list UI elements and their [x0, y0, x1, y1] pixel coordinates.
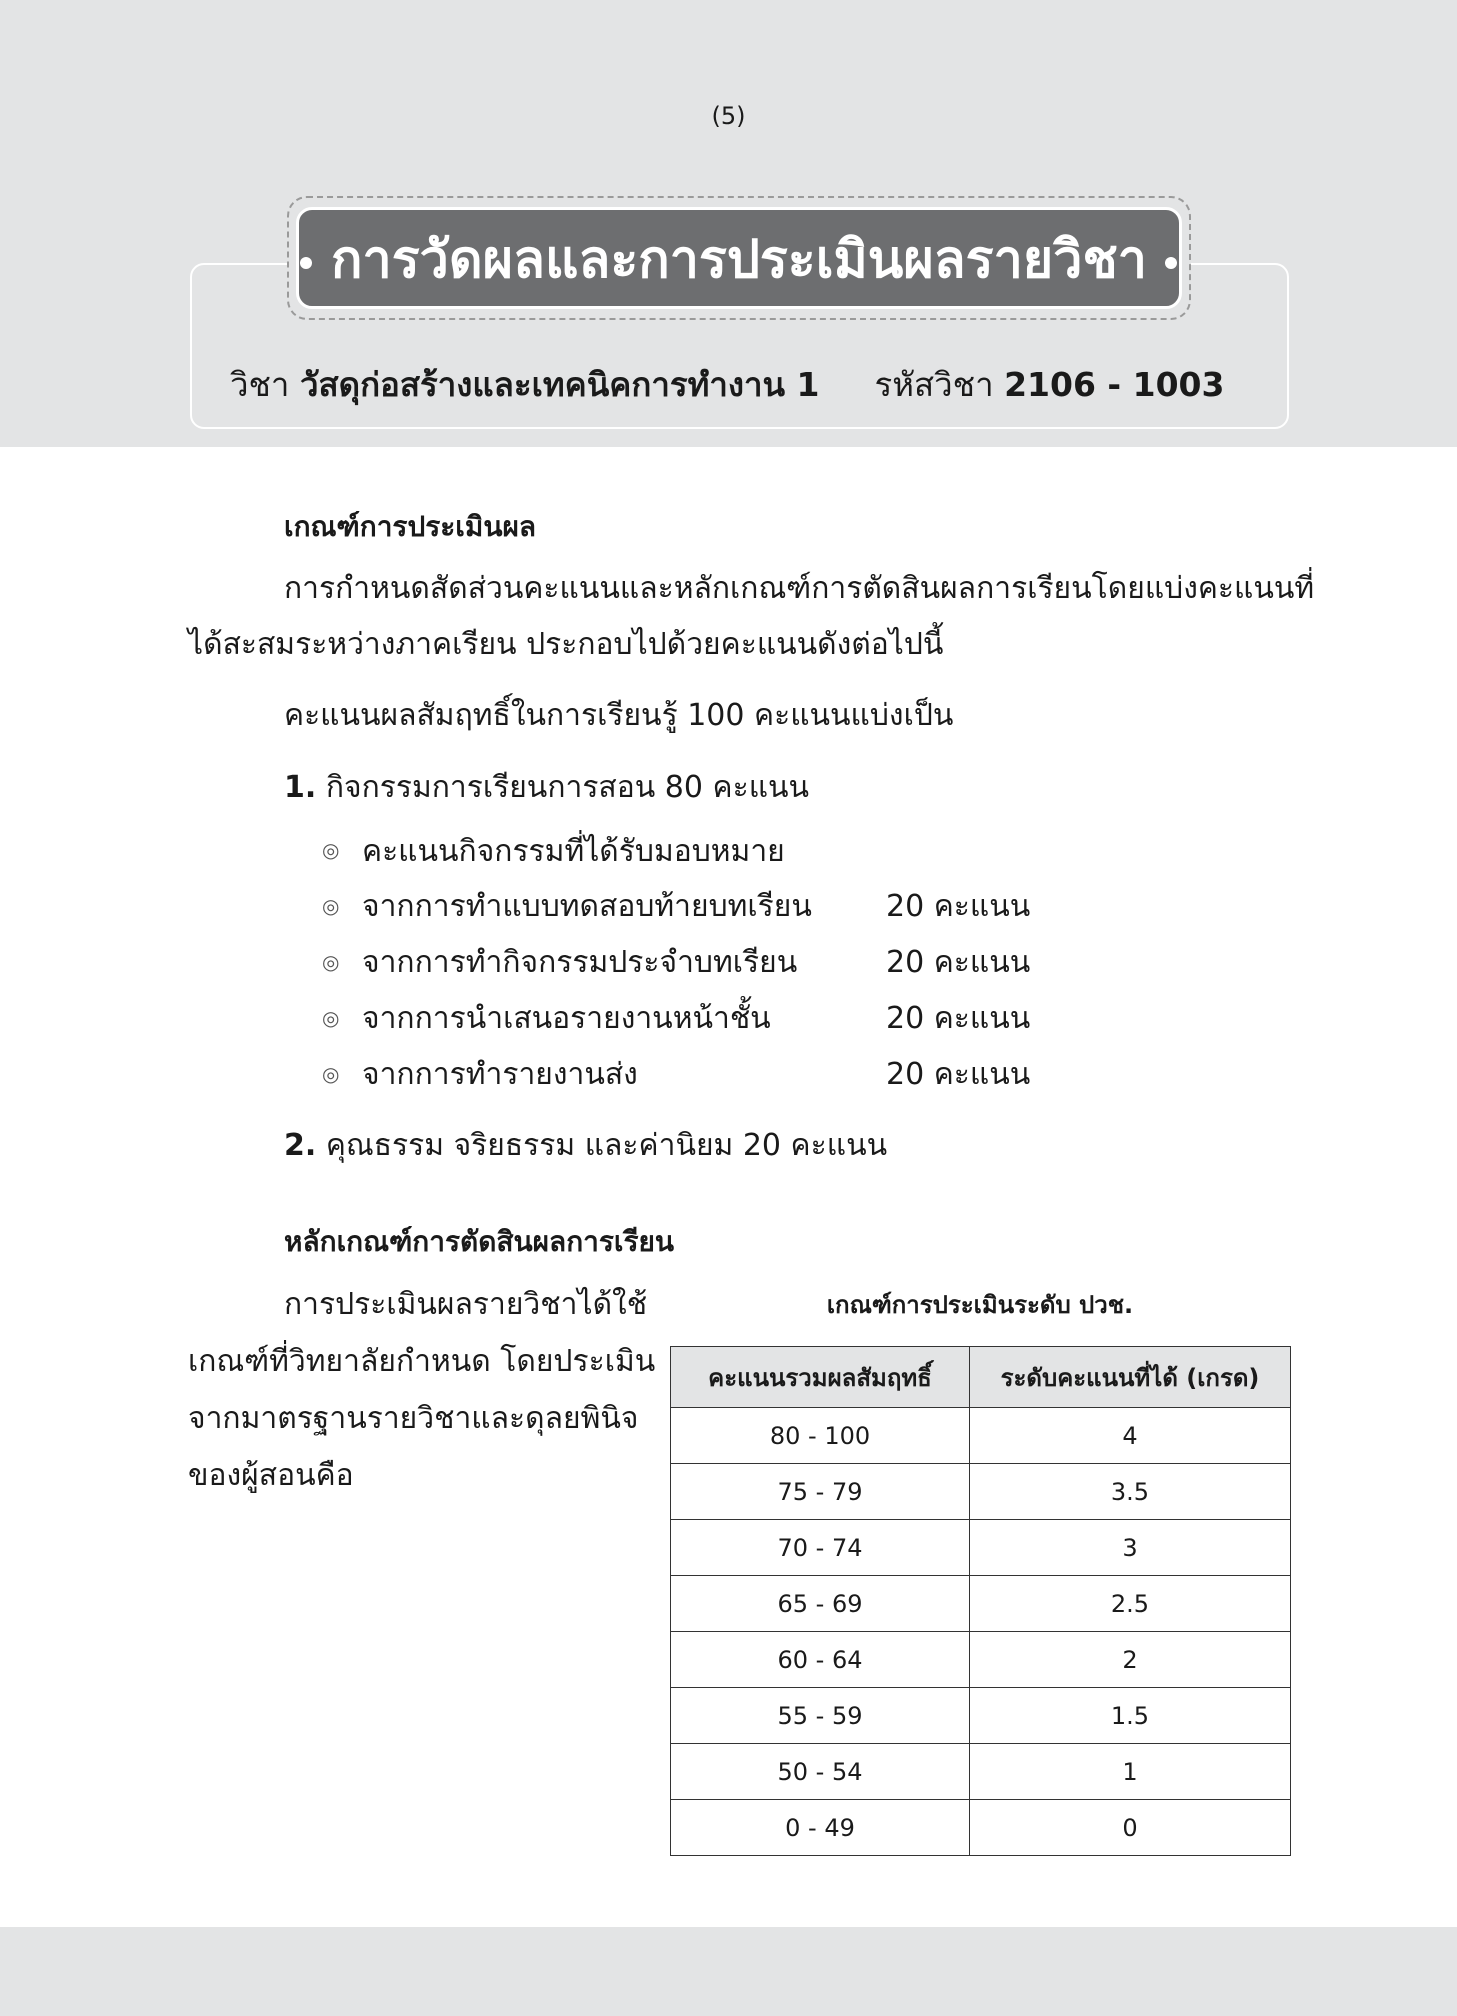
- list-item-1-text: กิจกรรมการเรียนการสอน 80 คะแนน: [325, 770, 810, 805]
- score-range-cell: 65 - 69: [671, 1576, 970, 1632]
- grade-cell: 4: [970, 1408, 1291, 1464]
- title-dot-right: [1165, 257, 1177, 269]
- judging-heading: หลักเกณฑ์การตัดสินผลการเรียน: [284, 1225, 675, 1258]
- sub-item-score: 20 คะแนน: [886, 1001, 1031, 1036]
- list-item-2-text: คุณธรรม จริยธรรม และค่านิยม 20 คะแนน: [325, 1128, 888, 1163]
- table-row: [671, 1576, 1291, 1632]
- bullet-icon: ◎: [322, 1006, 340, 1030]
- criteria-paragraph-line1: การกำหนดสัดส่วนคะแนนและหลักเกณฑ์การตัดสินผลการเรียนโดยแบ่งคะแนนที่: [284, 571, 1315, 606]
- criteria-paragraph-line2: ได้สะสมระหว่างภาคเรียน ประกอบไปด้วยคะแนนดังต่อไปนี้: [188, 627, 944, 662]
- sub-heading: คะแนนกิจกรรมที่ได้รับมอบหมาย: [362, 834, 785, 869]
- sub-item-score: 20 คะแนน: [886, 889, 1031, 924]
- title-dot-left: [300, 257, 312, 269]
- list-item-1-number: 1.: [284, 770, 317, 805]
- score-range-cell: 50 - 54: [671, 1744, 970, 1800]
- sub-item-text: จากการทำแบบทดสอบท้ายบทเรียน: [362, 889, 812, 924]
- page-title: การวัดผลและการประเมินผลรายวิชา: [296, 207, 1182, 309]
- score-range-cell: 60 - 64: [671, 1632, 970, 1688]
- grade-cell: 1: [970, 1744, 1291, 1800]
- sub-item-score: 20 คะแนน: [886, 1057, 1031, 1092]
- table-row: [671, 1464, 1291, 1520]
- sub-item-score: 20 คะแนน: [886, 945, 1031, 980]
- table-row: [671, 1688, 1291, 1744]
- grade-cell: 3.5: [970, 1464, 1291, 1520]
- judging-line: การประเมินผลรายวิชาได้ใช้: [284, 1287, 648, 1322]
- table-header-row: [671, 1347, 1291, 1408]
- total-score-line: คะแนนผลสัมฤทธิ์ในการเรียนรู้ 100 คะแนนแบ่งเป็น: [284, 698, 954, 733]
- bullet-icon: ◎: [322, 950, 340, 974]
- sub-item-text: จากการทำกิจกรรมประจำบทเรียน: [362, 945, 798, 980]
- table-row: [671, 1744, 1291, 1800]
- header-cell-grade: ระดับคะแนนที่ได้ (เกรด): [970, 1347, 1291, 1408]
- subject-label: วิชา: [230, 365, 290, 404]
- grade-cell: 3: [970, 1520, 1291, 1576]
- table-row: [671, 1632, 1291, 1688]
- subject-code-label: รหัสวิชา: [874, 365, 994, 404]
- score-range-cell: 55 - 59: [671, 1688, 970, 1744]
- bullet-icon: ◎: [322, 894, 340, 918]
- footer-band: [0, 1927, 1457, 2016]
- subject-name: วัสดุก่อสร้างและเทคนิคการทำงาน 1: [299, 365, 820, 404]
- grade-cell: 2.5: [970, 1576, 1291, 1632]
- subject-line: [230, 358, 1224, 411]
- table-row: [671, 1520, 1291, 1576]
- sub-item-text: จากการทำรายงานส่ง: [362, 1057, 638, 1092]
- score-range-cell: 75 - 79: [671, 1464, 970, 1520]
- judging-line: เกณฑ์ที่วิทยาลัยกำหนด โดยประเมิน: [188, 1344, 656, 1379]
- page-number: (5): [711, 102, 746, 130]
- header-cell-score: คะแนนรวมผลสัมฤทธิ์: [671, 1347, 970, 1408]
- judging-line: จากมาตรฐานรายวิชาและดุลยพินิจ: [188, 1401, 639, 1436]
- score-range-cell: 70 - 74: [671, 1520, 970, 1576]
- grade-cell: 2: [970, 1632, 1291, 1688]
- score-range-cell: 80 - 100: [671, 1408, 970, 1464]
- bullet-icon: ◎: [322, 1062, 340, 1086]
- score-range-cell: 0 - 49: [671, 1800, 970, 1856]
- list-item-2: [284, 1122, 887, 1169]
- sub-item-text: จากการนำเสนอรายงานหน้าชั้น: [362, 1001, 771, 1036]
- grade-table: [670, 1346, 1291, 1856]
- bullet-icon: ◎: [322, 838, 340, 862]
- list-item-1: [284, 764, 809, 811]
- table-row: [671, 1800, 1291, 1856]
- table-caption: เกณฑ์การประเมินระดับ ปวช.: [826, 1291, 1134, 1319]
- judging-line: ของผู้สอนคือ: [188, 1458, 354, 1493]
- criteria-heading: เกณฑ์การประเมินผล: [284, 510, 537, 543]
- subject-code: 2106 - 1003: [1004, 365, 1225, 404]
- grade-cell: 0: [970, 1800, 1291, 1856]
- table-row: [671, 1408, 1291, 1464]
- list-item-2-number: 2.: [284, 1128, 317, 1163]
- grade-cell: 1.5: [970, 1688, 1291, 1744]
